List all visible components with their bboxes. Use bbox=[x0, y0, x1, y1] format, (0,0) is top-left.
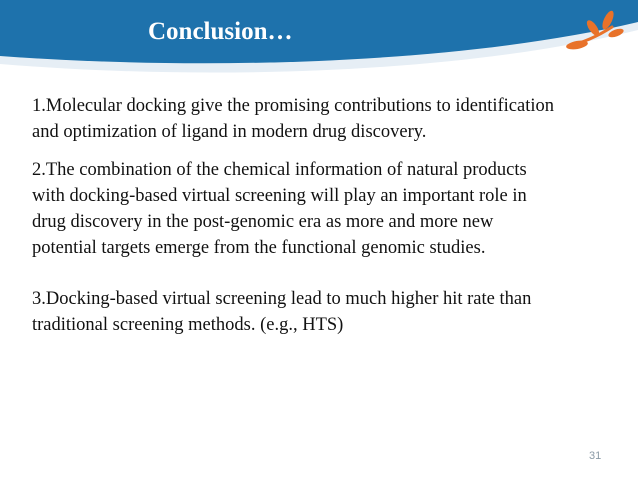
conclusion-point-1 bbox=[32, 93, 637, 145]
page-number: 31 bbox=[589, 450, 602, 462]
conclusion-point-2 bbox=[32, 157, 616, 261]
conclusion-point-3 bbox=[32, 286, 616, 338]
text-line: 1.Molecular docking give the promising contributions to identification bbox=[32, 96, 555, 116]
text-line: 2.The combination of the chemical information of natural products bbox=[32, 160, 527, 180]
text-line: 3.Docking-based virtual screening lead to much higher hit rate than bbox=[32, 289, 532, 309]
text-line: with docking-based virtual screening will play an important role in bbox=[32, 186, 527, 206]
text-line: and optimization of ligand in modern drug discovery. bbox=[32, 122, 427, 142]
leaf-sprig-icon bbox=[560, 6, 630, 52]
slide-title: Conclusion… bbox=[148, 18, 293, 45]
text-line: traditional screening methods. (e.g., HTS) bbox=[32, 315, 344, 335]
text-line: potential targets emerge from the functional genomic studies. bbox=[32, 238, 486, 258]
title-banner bbox=[0, 0, 638, 80]
text-line: drug discovery in the post-genomic era as more and more new bbox=[32, 212, 494, 232]
